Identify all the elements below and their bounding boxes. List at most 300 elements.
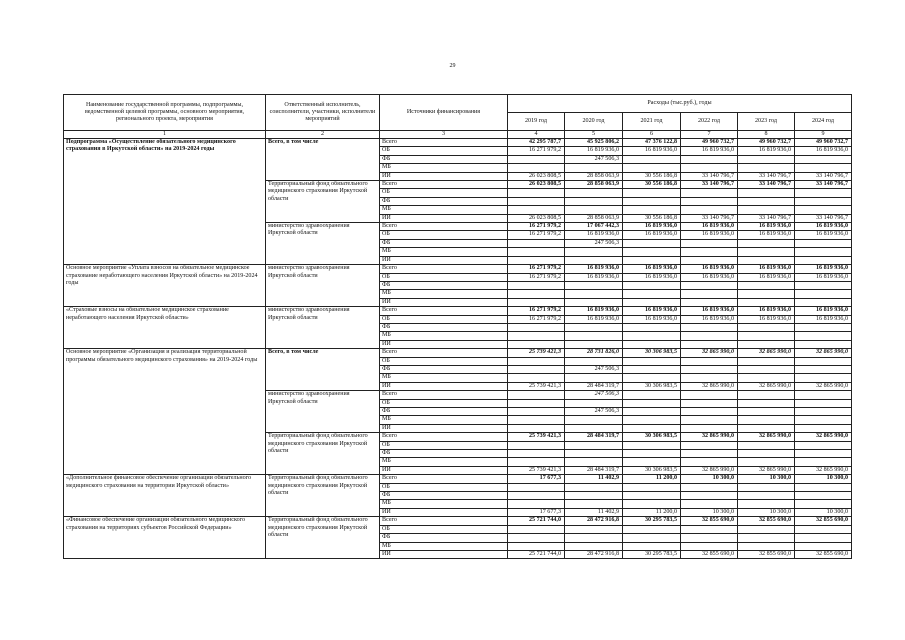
amount-cell: [738, 542, 795, 550]
amount-cell: [623, 290, 681, 298]
header-year: 2024 год: [795, 113, 852, 131]
amount-cell: 16 819 936,0: [795, 273, 852, 281]
amount-cell: 16 819 936,0: [738, 273, 795, 281]
amount-cell: [738, 248, 795, 256]
amount-cell: [508, 256, 565, 264]
amount-cell: [508, 290, 565, 298]
amount-cell: [508, 357, 565, 365]
amount-cell: [681, 298, 738, 306]
source-cell: МБ: [380, 290, 508, 298]
amount-cell: 25 739 421,3: [508, 466, 565, 474]
amount-cell: [738, 323, 795, 331]
amount-cell: [681, 206, 738, 214]
amount-cell: [795, 525, 852, 533]
source-cell: ОБ: [380, 189, 508, 197]
source-cell: МБ: [380, 164, 508, 172]
amount-cell: 25 739 421,3: [508, 433, 565, 441]
amount-cell: [738, 424, 795, 432]
program-name-cell: «Страховые взносы на обязательное медицинское страхование неработающего населения Иркутской области»: [64, 307, 266, 349]
amount-cell: [738, 281, 795, 289]
table-row: [64, 475, 852, 483]
source-cell: ИИ: [380, 214, 508, 222]
amount-cell: [623, 164, 681, 172]
amount-cell: 11 402,9: [565, 475, 623, 483]
header-name: Наименование государственной программы, подпрограммы, ведомственной целевой программы, основного мероприятия, регионального проекта, мероприятия: [64, 95, 266, 131]
source-cell: ОБ: [380, 273, 508, 281]
source-cell: ОБ: [380, 525, 508, 533]
amount-cell: [795, 323, 852, 331]
amount-cell: 247 506,3: [565, 155, 623, 163]
amount-cell: 28 472 916,8: [565, 517, 623, 525]
amount-cell: [623, 534, 681, 542]
amount-cell: [795, 189, 852, 197]
amount-cell: 33 140 796,7: [738, 214, 795, 222]
amount-cell: [508, 164, 565, 172]
amount-cell: [681, 458, 738, 466]
amount-cell: [795, 492, 852, 500]
source-cell: Всего: [380, 517, 508, 525]
amount-cell: [565, 357, 623, 365]
amount-cell: [565, 534, 623, 542]
amount-cell: 30 556 186,8: [623, 214, 681, 222]
amount-cell: 16 819 936,0: [738, 223, 795, 231]
amount-cell: [508, 525, 565, 533]
amount-cell: 28 858 063,9: [565, 172, 623, 180]
amount-cell: [565, 189, 623, 197]
amount-cell: 16 819 936,0: [623, 231, 681, 239]
amount-cell: [681, 164, 738, 172]
responsible-cell: Территориальный фонд обязательного медицинского страхования Иркутской области: [266, 181, 380, 223]
amount-cell: 28 484 319,7: [565, 433, 623, 441]
amount-cell: 16 819 936,0: [623, 315, 681, 323]
amount-cell: 16 819 936,0: [738, 231, 795, 239]
amount-cell: [795, 164, 852, 172]
amount-cell: [508, 450, 565, 458]
source-cell: ОБ: [380, 315, 508, 323]
source-cell: ФБ: [380, 239, 508, 247]
amount-cell: 247 506,3: [565, 408, 623, 416]
amount-cell: [508, 542, 565, 550]
amount-cell: 33 140 796,7: [738, 181, 795, 189]
amount-cell: [623, 399, 681, 407]
amount-cell: 30 306 983,5: [623, 382, 681, 390]
source-cell: ОБ: [380, 231, 508, 239]
amount-cell: 16 819 936,0: [623, 223, 681, 231]
amount-cell: [738, 483, 795, 491]
amount-cell: 16 271 979,2: [508, 223, 565, 231]
amount-cell: [738, 458, 795, 466]
amount-cell: [681, 323, 738, 331]
amount-cell: 49 960 732,7: [738, 139, 795, 147]
amount-cell: [565, 332, 623, 340]
amount-cell: 16 819 936,0: [623, 307, 681, 315]
header-year: 2019 год: [508, 113, 565, 131]
amount-cell: [738, 416, 795, 424]
amount-cell: [508, 248, 565, 256]
source-cell: ИИ: [380, 340, 508, 348]
amount-cell: [623, 391, 681, 399]
amount-cell: 49 960 732,7: [681, 139, 738, 147]
amount-cell: [508, 458, 565, 466]
source-cell: МБ: [380, 458, 508, 466]
amount-cell: [681, 424, 738, 432]
amount-cell: 16 819 936,0: [565, 147, 623, 155]
amount-cell: [508, 340, 565, 348]
amount-cell: 17 677,3: [508, 508, 565, 516]
amount-cell: [565, 374, 623, 382]
amount-cell: [565, 206, 623, 214]
table-row: [64, 349, 852, 357]
amount-cell: [738, 492, 795, 500]
amount-cell: 16 819 936,0: [681, 315, 738, 323]
column-number: 8: [738, 131, 795, 139]
amount-cell: [795, 290, 852, 298]
amount-cell: 32 865 990,0: [738, 433, 795, 441]
amount-cell: 33 140 796,7: [681, 172, 738, 180]
amount-cell: [623, 357, 681, 365]
header-year: 2020 год: [565, 113, 623, 131]
amount-cell: [565, 164, 623, 172]
amount-cell: [681, 290, 738, 298]
amount-cell: 16 271 979,2: [508, 315, 565, 323]
amount-cell: [795, 256, 852, 264]
source-cell: Всего: [380, 181, 508, 189]
header-responsible: Ответственный исполнитель, соисполнители, участники, исполнители мероприятий: [266, 95, 380, 131]
amount-cell: [681, 340, 738, 348]
amount-cell: [508, 483, 565, 491]
amount-cell: 33 140 796,7: [681, 214, 738, 222]
amount-cell: 16 819 936,0: [623, 273, 681, 281]
source-cell: ФБ: [380, 492, 508, 500]
amount-cell: [623, 483, 681, 491]
amount-cell: 247 506,3: [565, 365, 623, 373]
amount-cell: [623, 197, 681, 205]
source-cell: ОБ: [380, 357, 508, 365]
amount-cell: [681, 500, 738, 508]
amount-cell: 32 855 690,0: [795, 517, 852, 525]
amount-cell: 32 865 990,0: [738, 382, 795, 390]
amount-cell: [623, 542, 681, 550]
amount-cell: 17 067 442,3: [565, 223, 623, 231]
amount-cell: [565, 492, 623, 500]
amount-cell: [795, 399, 852, 407]
table-body: [64, 139, 852, 559]
amount-cell: [681, 416, 738, 424]
amount-cell: [565, 441, 623, 449]
column-number: 4: [508, 131, 565, 139]
responsible-cell: министерство здравоохранения Иркутской области: [266, 223, 380, 265]
amount-cell: 25 721 744,0: [508, 550, 565, 558]
amount-cell: 33 140 796,7: [795, 172, 852, 180]
amount-cell: 32 865 990,0: [681, 349, 738, 357]
amount-cell: 32 865 990,0: [681, 433, 738, 441]
amount-cell: [738, 298, 795, 306]
amount-cell: [565, 525, 623, 533]
amount-cell: [795, 542, 852, 550]
source-cell: МБ: [380, 374, 508, 382]
amount-cell: [623, 248, 681, 256]
amount-cell: 32 865 990,0: [795, 349, 852, 357]
amount-cell: [795, 500, 852, 508]
amount-cell: [795, 340, 852, 348]
amount-cell: 33 140 796,7: [738, 172, 795, 180]
column-number: 2: [266, 131, 380, 139]
header-year: 2022 год: [681, 113, 738, 131]
amount-cell: [508, 323, 565, 331]
amount-cell: [795, 416, 852, 424]
column-number-row: [64, 131, 852, 139]
amount-cell: 16 819 936,0: [681, 273, 738, 281]
amount-cell: [565, 256, 623, 264]
amount-cell: [508, 155, 565, 163]
funding-table: [63, 94, 852, 559]
amount-cell: [681, 391, 738, 399]
amount-cell: [681, 374, 738, 382]
amount-cell: 30 306 983,5: [623, 466, 681, 474]
amount-cell: 16 271 979,2: [508, 273, 565, 281]
amount-cell: 16 819 936,0: [738, 147, 795, 155]
amount-cell: 33 140 796,7: [795, 181, 852, 189]
amount-cell: 16 819 936,0: [565, 315, 623, 323]
table-row: [64, 265, 852, 273]
responsible-cell: Территориальный фонд обязательного медицинского страхования Иркутской области: [266, 475, 380, 517]
amount-cell: 16 819 936,0: [681, 307, 738, 315]
amount-cell: [738, 365, 795, 373]
amount-cell: [565, 399, 623, 407]
source-cell: Всего: [380, 475, 508, 483]
amount-cell: 16 819 936,0: [565, 231, 623, 239]
amount-cell: [795, 391, 852, 399]
source-cell: МБ: [380, 332, 508, 340]
amount-cell: [681, 525, 738, 533]
amount-cell: 16 271 979,2: [508, 231, 565, 239]
source-cell: ИИ: [380, 508, 508, 516]
amount-cell: [738, 332, 795, 340]
amount-cell: [738, 391, 795, 399]
amount-cell: [795, 365, 852, 373]
amount-cell: 30 295 783,5: [623, 550, 681, 558]
amount-cell: [681, 450, 738, 458]
amount-cell: 25 721 744,0: [508, 517, 565, 525]
amount-cell: [681, 408, 738, 416]
responsible-cell: Территориальный фонд обязательного медицинского страхования Иркутской области: [266, 517, 380, 559]
amount-cell: [565, 290, 623, 298]
amount-cell: [738, 290, 795, 298]
source-cell: ФБ: [380, 197, 508, 205]
amount-cell: 30 295 783,5: [623, 517, 681, 525]
header-sources: Источники финансирования: [380, 95, 508, 131]
source-cell: ФБ: [380, 323, 508, 331]
amount-cell: 11 200,0: [623, 508, 681, 516]
amount-cell: [623, 323, 681, 331]
amount-cell: [738, 155, 795, 163]
amount-cell: [623, 450, 681, 458]
amount-cell: [738, 525, 795, 533]
source-cell: Всего: [380, 223, 508, 231]
amount-cell: 25 739 421,3: [508, 382, 565, 390]
page-number: 29: [449, 63, 456, 69]
amount-cell: [681, 281, 738, 289]
amount-cell: [508, 239, 565, 247]
amount-cell: [738, 500, 795, 508]
amount-cell: [565, 281, 623, 289]
header-expenses: Расходы (тыс.руб.), годы: [508, 95, 852, 113]
column-number: 9: [795, 131, 852, 139]
amount-cell: [681, 492, 738, 500]
responsible-cell: министерство здравоохранения Иркутской области: [266, 307, 380, 349]
amount-cell: 16 271 979,2: [508, 265, 565, 273]
source-cell: ОБ: [380, 147, 508, 155]
amount-cell: [738, 441, 795, 449]
source-cell: МБ: [380, 542, 508, 550]
table-row: [64, 307, 852, 315]
source-cell: ФБ: [380, 155, 508, 163]
amount-cell: [681, 239, 738, 247]
source-cell: Всего: [380, 391, 508, 399]
amount-cell: 16 819 936,0: [565, 307, 623, 315]
amount-cell: [508, 492, 565, 500]
amount-cell: [795, 534, 852, 542]
source-cell: Всего: [380, 349, 508, 357]
amount-cell: [508, 189, 565, 197]
amount-cell: [623, 332, 681, 340]
amount-cell: 45 925 806,2: [565, 139, 623, 147]
amount-cell: [508, 424, 565, 432]
amount-cell: [623, 458, 681, 466]
amount-cell: [565, 483, 623, 491]
amount-cell: [508, 332, 565, 340]
amount-cell: [795, 408, 852, 416]
amount-cell: [738, 374, 795, 382]
amount-cell: [795, 155, 852, 163]
amount-cell: [795, 441, 852, 449]
amount-cell: [565, 542, 623, 550]
responsible-cell: министерство здравоохранения Иркутской области: [266, 265, 380, 307]
amount-cell: [738, 399, 795, 407]
amount-cell: [565, 248, 623, 256]
amount-cell: 17 677,3: [508, 475, 565, 483]
amount-cell: 16 819 936,0: [623, 265, 681, 273]
amount-cell: [738, 340, 795, 348]
responsible-cell: Территориальный фонд обязательного медицинского страхования Иркутской области: [266, 433, 380, 475]
amount-cell: [623, 441, 681, 449]
source-cell: МБ: [380, 416, 508, 424]
amount-cell: [623, 424, 681, 432]
amount-cell: [681, 155, 738, 163]
amount-cell: 30 556 186,8: [623, 172, 681, 180]
amount-cell: [508, 408, 565, 416]
amount-cell: 25 739 421,3: [508, 349, 565, 357]
amount-cell: [508, 206, 565, 214]
source-cell: ИИ: [380, 466, 508, 474]
amount-cell: 30 306 983,5: [623, 433, 681, 441]
amount-cell: [738, 239, 795, 247]
amount-cell: [565, 340, 623, 348]
amount-cell: [565, 416, 623, 424]
amount-cell: [795, 483, 852, 491]
amount-cell: 16 819 936,0: [795, 223, 852, 231]
amount-cell: [795, 332, 852, 340]
amount-cell: [681, 365, 738, 373]
amount-cell: 16 819 936,0: [795, 147, 852, 155]
amount-cell: 10 300,0: [795, 508, 852, 516]
amount-cell: [738, 197, 795, 205]
amount-cell: [623, 155, 681, 163]
amount-cell: 10 300,0: [681, 475, 738, 483]
amount-cell: [508, 391, 565, 399]
source-cell: ФБ: [380, 365, 508, 373]
header-year: 2021 год: [623, 113, 681, 131]
amount-cell: [508, 416, 565, 424]
amount-cell: [738, 534, 795, 542]
amount-cell: 247 506,3: [565, 239, 623, 247]
amount-cell: 10 300,0: [681, 508, 738, 516]
source-cell: ИИ: [380, 382, 508, 390]
source-cell: МБ: [380, 206, 508, 214]
amount-cell: [795, 281, 852, 289]
amount-cell: [738, 408, 795, 416]
amount-cell: [565, 500, 623, 508]
amount-cell: [508, 441, 565, 449]
amount-cell: 16 819 936,0: [795, 231, 852, 239]
program-name-cell: Основное мероприятие «Организация и реализация территориальной программы обязательного медицинского страхования» на 2019-2024 годы: [64, 349, 266, 475]
column-number: 1: [64, 131, 266, 139]
amount-cell: 10 300,0: [738, 508, 795, 516]
source-cell: ФБ: [380, 408, 508, 416]
amount-cell: 16 271 979,2: [508, 147, 565, 155]
amount-cell: [795, 298, 852, 306]
amount-cell: [681, 542, 738, 550]
amount-cell: 30 306 983,5: [623, 349, 681, 357]
amount-cell: [795, 458, 852, 466]
amount-cell: 16 819 936,0: [738, 307, 795, 315]
column-number: 5: [565, 131, 623, 139]
amount-cell: 16 819 936,0: [738, 265, 795, 273]
source-cell: МБ: [380, 500, 508, 508]
amount-cell: [623, 525, 681, 533]
amount-cell: [508, 399, 565, 407]
column-number: 3: [380, 131, 508, 139]
program-name-cell: «Финансовое обеспечение организации обязательного медицинского страхования на территориях субъектов Российской Федерации»: [64, 517, 266, 559]
amount-cell: 16 819 936,0: [565, 265, 623, 273]
amount-cell: [508, 197, 565, 205]
amount-cell: [508, 374, 565, 382]
source-cell: ОБ: [380, 399, 508, 407]
amount-cell: [738, 206, 795, 214]
funding-table-wrapper: [63, 94, 852, 559]
source-cell: ФБ: [380, 450, 508, 458]
amount-cell: 28 472 916,8: [565, 550, 623, 558]
amount-cell: 32 865 990,0: [795, 433, 852, 441]
amount-cell: [681, 399, 738, 407]
amount-cell: [565, 424, 623, 432]
amount-cell: [795, 357, 852, 365]
source-cell: Всего: [380, 433, 508, 441]
amount-cell: 16 819 936,0: [681, 231, 738, 239]
amount-cell: [623, 408, 681, 416]
amount-cell: [738, 189, 795, 197]
amount-cell: [795, 248, 852, 256]
amount-cell: [738, 256, 795, 264]
amount-cell: [795, 424, 852, 432]
amount-cell: [565, 298, 623, 306]
amount-cell: [738, 164, 795, 172]
amount-cell: 26 023 808,5: [508, 214, 565, 222]
amount-cell: 26 023 808,5: [508, 172, 565, 180]
amount-cell: 47 376 122,8: [623, 139, 681, 147]
amount-cell: [738, 357, 795, 365]
amount-cell: 32 865 990,0: [738, 466, 795, 474]
